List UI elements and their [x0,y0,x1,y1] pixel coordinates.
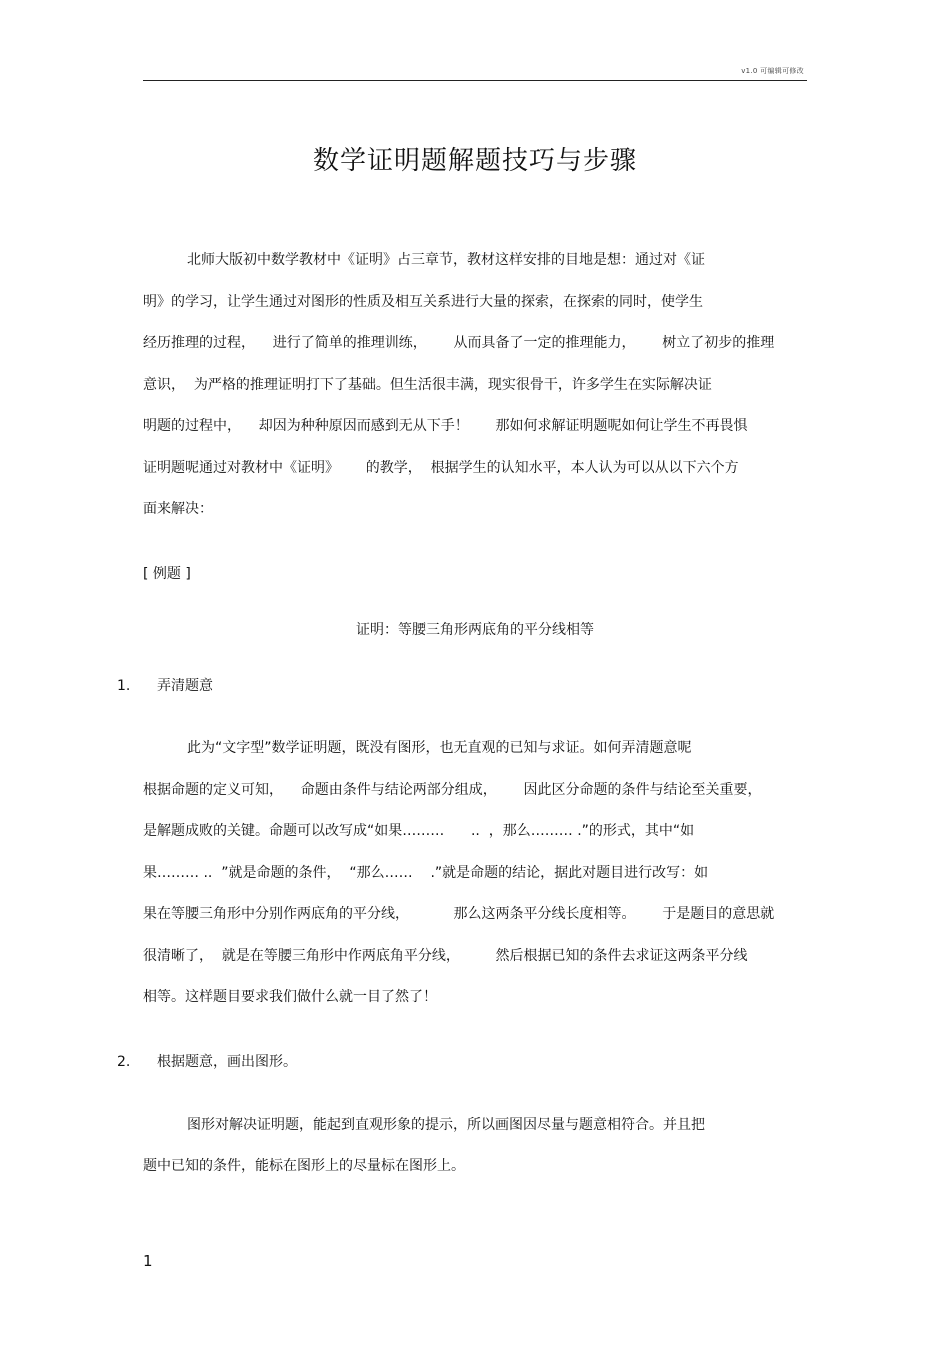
example-label: [ 例题 ] [143,566,191,582]
section2-heading: 根据题意，画出图形。 [157,1054,297,1070]
section2-line: 图形对解决证明题，能起到直观形象的提示，所以画图因尽量与题意相符合。并且把 [187,1117,705,1133]
intro-line: 证明题呢通过对教材中《证明》 的教学， 根据学生的认知水平，本人认为可以从以下六个方 [143,460,739,476]
page-number: 1 [143,1252,153,1270]
section1-line: 果……… .. ”就是命题的条件， “那么…… .”就是命题的结论，据此对题目进行改写：如 [143,865,709,881]
intro-line: 面来解决： [143,501,213,517]
example-statement: 证明：等腰三角形两底角的平分线相等 [356,622,594,638]
intro-line: 明题的过程中， 却因为种种原因而感到无从下手！ 那如何求解证明题呢如何让学生不再畏惧 [143,418,748,434]
section1-line: 此为“文字型”数学证明题，既没有图形，也无直观的已知与求证。如何弄清题意呢 [187,740,692,756]
intro-line: 明》的学习，让学生通过对图形的性质及相互关系进行大量的探索，在探索的同时，使学生 [143,294,703,310]
header-version-text: v1.0 可编辑可修改 [741,67,804,75]
intro-line: 经历推理的过程， 进行了简单的推理训练， 从而具备了一定的推理能力， 树立了初步的推理 [143,335,775,351]
section2-number: 2. [117,1054,131,1070]
header-rule [143,80,807,81]
section1-line: 根据命题的定义可知， 命题由条件与结论两部分组成， 因此区分命题的条件与结论至关重要， [143,782,762,798]
section1-line: 是解题成败的关键。命题可以改写成“如果……… .. ，那么……… .”的形式，其中“如 [143,823,695,839]
intro-line: 北师大版初中数学教材中《证明》占三章节，教材这样安排的目地是想：通过对《证 [187,252,705,268]
section1-line: 相等。这样题目要求我们做什么就一目了然了！ [143,989,437,1005]
document-title: 数学证明题解题技巧与步骤 [312,146,637,176]
section1-number: 1. [117,678,131,694]
section1-line: 果在等腰三角形中分别作两底角的平分线， 那么这两条平分线长度相等。 于是题目的意思就 [143,906,775,922]
section1-line: 很清晰了， 就是在等腰三角形中作两底角平分线， 然后根据已知的条件去求证这两条平分线 [143,948,748,964]
intro-line: 意识， 为严格的推理证明打下了基础。但生活很丰满，现实很骨干，许多学生在实际解决证 [143,377,712,393]
section1-heading: 弄清题意 [157,678,213,694]
section2-line: 题中已知的条件，能标在图形上的尽量标在图形上。 [143,1158,465,1174]
